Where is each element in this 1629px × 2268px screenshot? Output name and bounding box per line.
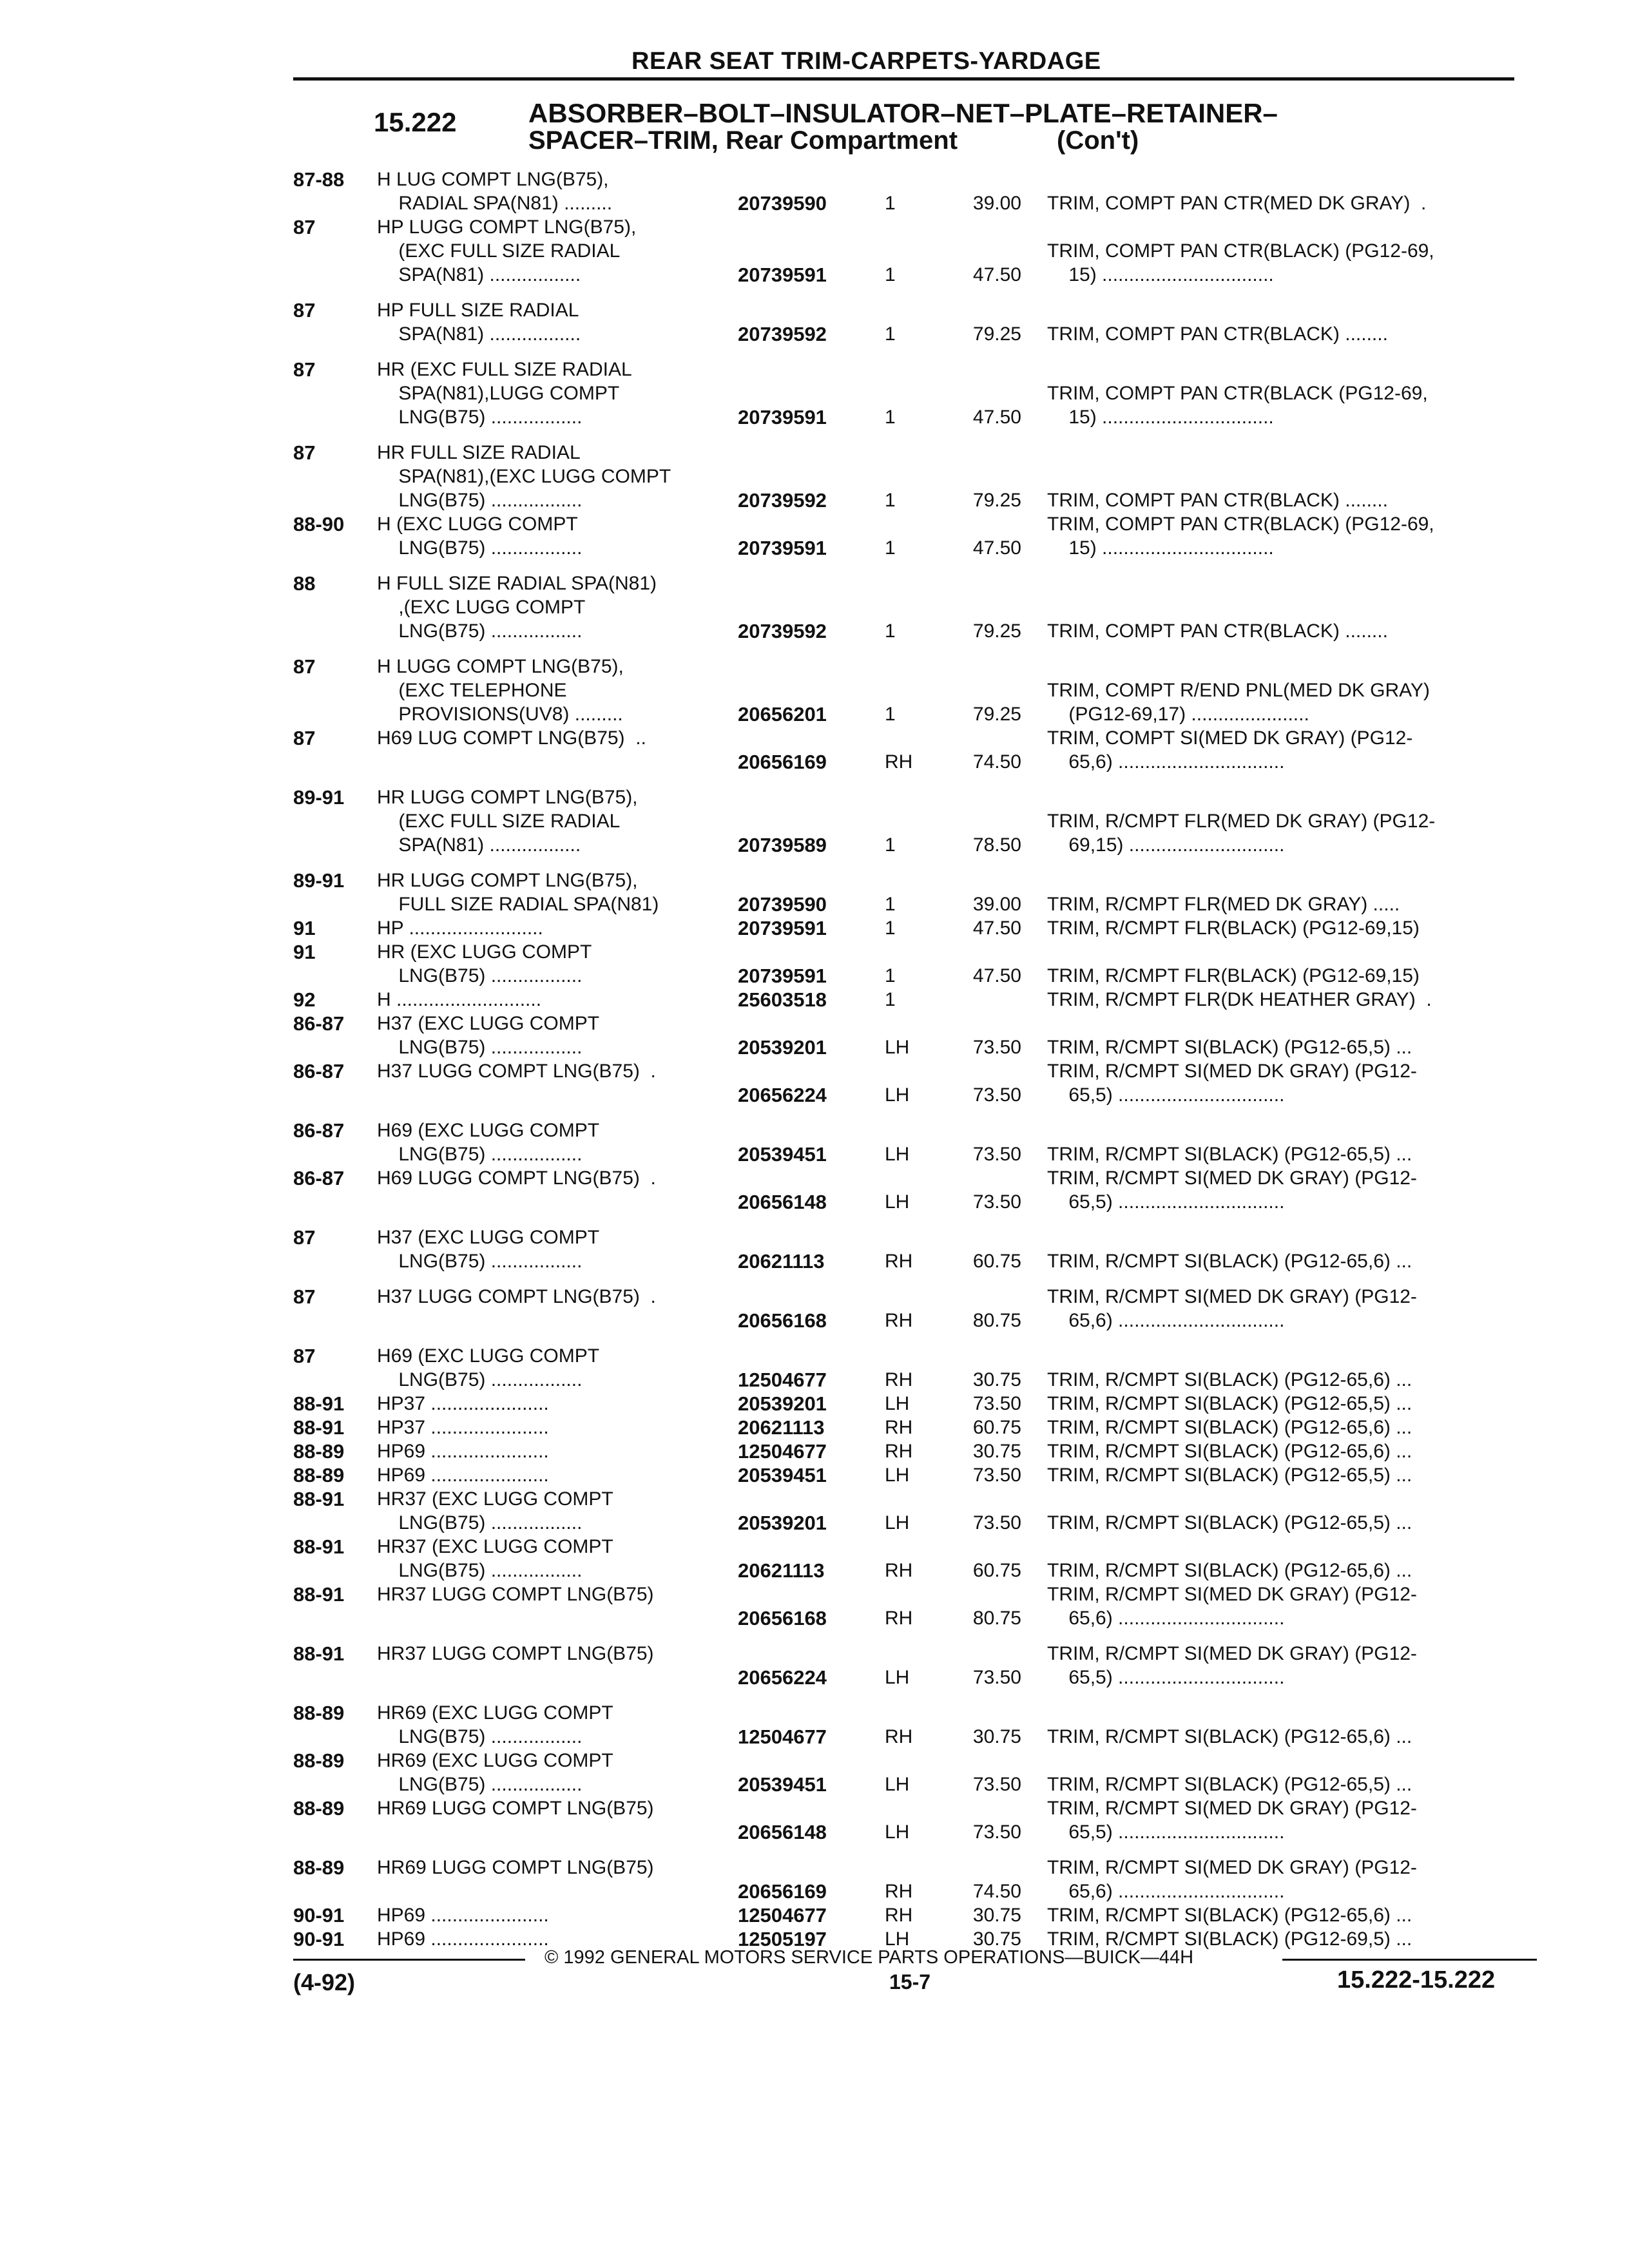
table-row — [293, 1535, 1537, 1582]
footer-rule-left — [293, 1959, 525, 1961]
part-name: TRIM, COMPT PAN CTR(BLACK) ........ — [1047, 620, 1388, 642]
table-row — [293, 988, 1537, 1012]
part-name: TRIM, R/CMPT FLR(BLACK) (PG12-69,15) — [1047, 918, 1420, 939]
model-year: 87 — [293, 441, 316, 464]
part-number: 20656169 — [738, 751, 827, 773]
part-name: TRIM, R/CMPT SI(MED DK GRAY) (PG12- 65,5) ............................... — [1047, 1168, 1417, 1213]
part-description: H (EXC LUGG COMPT LNG(B75) ................. — [377, 514, 583, 559]
table-row — [293, 1642, 1537, 1689]
part-description: H FULL SIZE RADIAL SPA(N81) ,(EXC LUGG COMPT LNG(B75) ................. — [377, 573, 657, 642]
model-year: 87 — [293, 1345, 316, 1367]
model-year: 88-91 — [293, 1392, 345, 1415]
model-year: 86-87 — [293, 1167, 345, 1189]
part-description: HP69 ...................... — [377, 1465, 549, 1486]
quantity: 1 — [885, 918, 896, 939]
model-year: 88-90 — [293, 513, 345, 535]
part-number: 20739590 — [738, 893, 827, 916]
model-year: 86-87 — [293, 1012, 345, 1035]
part-description: H37 LUGG COMPT LNG(B75) . — [377, 1061, 656, 1082]
model-year: 90-91 — [293, 1928, 345, 1950]
part-description: HR69 (EXC LUGG COMPT LNG(B75) ................. — [377, 1702, 613, 1747]
part-number: 20739591 — [738, 965, 827, 987]
part-description: HP FULL SIZE RADIAL SPA(N81) ................. — [377, 300, 581, 345]
model-year: 89-91 — [293, 786, 345, 809]
section-title-line1: ABSORBER–BOLT–INSULATOR–NET–PLATE–RETAINER– — [528, 98, 1278, 128]
model-year: 88-91 — [293, 1583, 345, 1606]
part-number: 20739592 — [738, 620, 827, 642]
part-name: TRIM, R/CMPT FLR(DK HEATHER GRAY) . — [1047, 989, 1432, 1010]
part-number: 25603518 — [738, 988, 827, 1011]
part-description: HP LUGG COMPT LNG(B75), (EXC FULL SIZE RADIAL SPA(N81) ................. — [377, 216, 637, 285]
part-name: TRIM, R/CMPT SI(BLACK) (PG12-69,5) ... — [1047, 1928, 1412, 1950]
table-row — [293, 1463, 1537, 1487]
quantity: LH — [885, 1465, 910, 1486]
part-number: 20739589 — [738, 834, 827, 856]
part-description: HP37 ...................... — [377, 1417, 549, 1438]
part-number: 20539201 — [738, 1512, 827, 1534]
part-description: HR69 LUGG COMPT LNG(B75) — [377, 1798, 654, 1819]
part-name: TRIM, R/CMPT SI(BLACK) (PG12-65,5) ... — [1047, 1037, 1412, 1058]
part-number: 12504677 — [738, 1369, 827, 1391]
part-name: TRIM, COMPT PAN CTR(BLACK) (PG12-69, 15) ................................ — [1047, 514, 1434, 559]
model-year: 88-91 — [293, 1642, 345, 1665]
part-name: TRIM, R/CMPT SI(MED DK GRAY) (PG12- 65,6) ............................... — [1047, 1286, 1417, 1331]
price: 60.75 — [972, 1251, 1021, 1272]
part-number: 20739591 — [738, 406, 827, 428]
part-name: TRIM, R/CMPT SI(BLACK) (PG12-65,6) ... — [1047, 1251, 1412, 1272]
part-name: TRIM, R/CMPT SI(MED DK GRAY) (PG12- 65,5) ............................... — [1047, 1798, 1417, 1843]
price: 47.50 — [972, 407, 1021, 428]
part-name: TRIM, R/CMPT SI(BLACK) (PG12-65,6) ... — [1047, 1726, 1412, 1747]
part-description: H37 (EXC LUGG COMPT LNG(B75) ................. — [377, 1013, 600, 1058]
quantity: 1 — [885, 537, 896, 559]
model-year: 89-91 — [293, 869, 345, 892]
quantity: RH — [885, 1251, 913, 1272]
part-description: HR37 (EXC LUGG COMPT LNG(B75) ................. — [377, 1536, 613, 1581]
part-description: HP ......................... — [377, 918, 543, 939]
quantity: 1 — [885, 407, 896, 428]
part-description: HP69 ...................... — [377, 1441, 549, 1462]
table-row — [293, 1119, 1537, 1166]
section-number: 15.222 — [374, 107, 457, 137]
part-description: H37 LUGG COMPT LNG(B75) . — [377, 1286, 656, 1307]
quantity: RH — [885, 1905, 913, 1926]
table-row — [293, 1344, 1537, 1392]
model-year: 88-91 — [293, 1488, 345, 1510]
table-row — [293, 441, 1537, 512]
part-number: 20656224 — [738, 1084, 827, 1106]
model-year: 91 — [293, 941, 316, 963]
table-row — [293, 1392, 1537, 1416]
part-name: TRIM, R/CMPT SI(BLACK) (PG12-65,5) ... — [1047, 1512, 1412, 1533]
part-description: HR (EXC FULL SIZE RADIAL SPA(N81),LUGG COMPT LNG(B75) ................. — [377, 359, 632, 428]
quantity: LH — [885, 1667, 910, 1688]
model-year: 88-89 — [293, 1856, 345, 1879]
price: 60.75 — [972, 1560, 1021, 1581]
section-continued: (Con't) — [1057, 126, 1139, 155]
footer-page-number: 15-7 — [889, 1970, 931, 1994]
table-row — [293, 1416, 1537, 1439]
quantity: LH — [885, 1821, 910, 1843]
quantity: RH — [885, 1417, 913, 1438]
price: 73.50 — [972, 1774, 1021, 1795]
model-year: 88-89 — [293, 1440, 345, 1463]
price: 74.50 — [972, 751, 1021, 773]
model-year: 88-91 — [293, 1416, 345, 1439]
part-name: TRIM, R/CMPT FLR(MED DK GRAY) ..... — [1047, 894, 1400, 915]
part-description: HR69 LUGG COMPT LNG(B75) — [377, 1857, 654, 1878]
table-row — [293, 1166, 1537, 1214]
part-description: HP69 ...................... — [377, 1905, 549, 1926]
part-name: TRIM, COMPT PAN CTR(BLACK (PG12-69, 15) ................................ — [1047, 383, 1428, 428]
model-year: 86-87 — [293, 1060, 345, 1082]
table-row — [293, 1856, 1537, 1903]
quantity: LH — [885, 1191, 910, 1213]
part-description: HR69 (EXC LUGG COMPT LNG(B75) ................. — [377, 1750, 613, 1795]
footer-section-range: 15.222-15.222 — [1337, 1966, 1496, 1994]
price: 73.50 — [972, 1393, 1021, 1414]
table-row — [293, 298, 1537, 346]
part-number: 20621113 — [738, 1559, 825, 1582]
model-year: 87 — [293, 727, 316, 749]
part-description: HR FULL SIZE RADIAL SPA(N81),(EXC LUGG COMPT LNG(B75) ................. — [377, 442, 671, 511]
price: 73.50 — [972, 1667, 1021, 1688]
footer-rule-right — [1282, 1959, 1537, 1961]
table-row — [293, 215, 1537, 287]
part-number: 20656148 — [738, 1821, 827, 1843]
footer-copyright: © 1992 GENERAL MOTORS SERVICE PARTS OPERATIONS—BUICK—44H — [545, 1947, 1194, 1968]
model-year: 87 — [293, 655, 316, 678]
price: 39.00 — [972, 193, 1021, 214]
quantity: 1 — [885, 834, 896, 856]
price: 39.00 — [972, 894, 1021, 915]
table-row — [293, 572, 1537, 643]
part-name: TRIM, R/CMPT SI(BLACK) (PG12-65,6) ... — [1047, 1560, 1412, 1581]
quantity: 1 — [885, 704, 896, 725]
part-number: 12505197 — [738, 1928, 827, 1950]
quantity: RH — [885, 1310, 913, 1331]
part-name: TRIM, R/CMPT SI(MED DK GRAY) (PG12- 65,5) ............................... — [1047, 1061, 1417, 1106]
part-description: HR LUGG COMPT LNG(B75), FULL SIZE RADIAL SPA(N81) — [377, 870, 659, 915]
price: 60.75 — [972, 1417, 1021, 1438]
quantity: 1 — [885, 620, 896, 642]
price: 80.75 — [972, 1608, 1021, 1629]
price: 79.25 — [972, 323, 1021, 345]
quantity: RH — [885, 1560, 913, 1581]
part-description: HR37 LUGG COMPT LNG(B75) — [377, 1643, 654, 1664]
price: 47.50 — [972, 918, 1021, 939]
part-number: 20539451 — [738, 1773, 827, 1796]
model-year: 87 — [293, 299, 316, 322]
quantity: LH — [885, 1512, 910, 1533]
part-name: TRIM, R/CMPT SI(MED DK GRAY) (PG12- 65,6) ............................... — [1047, 1857, 1417, 1902]
model-year: 88-89 — [293, 1702, 345, 1724]
price: 73.50 — [972, 1084, 1021, 1106]
part-number: 20539201 — [738, 1392, 827, 1415]
part-description: H69 (EXC LUGG COMPT LNG(B75) ................. — [377, 1120, 600, 1165]
price: 79.25 — [972, 490, 1021, 511]
part-number: 20539451 — [738, 1464, 827, 1486]
quantity: 1 — [885, 989, 896, 1010]
part-name: TRIM, COMPT PAN CTR(BLACK) ........ — [1047, 323, 1388, 345]
part-name: TRIM, R/CMPT SI(BLACK) (PG12-65,6) ... — [1047, 1905, 1412, 1926]
quantity: RH — [885, 751, 913, 773]
table-row — [293, 1487, 1537, 1535]
part-number: 20656168 — [738, 1607, 827, 1629]
part-description: HP69 ...................... — [377, 1928, 549, 1950]
table-row — [293, 1285, 1537, 1332]
model-year: 88-91 — [293, 1535, 345, 1558]
part-number: 20739591 — [738, 917, 827, 939]
model-year: 90-91 — [293, 1904, 345, 1927]
price: 79.25 — [972, 704, 1021, 725]
part-name: TRIM, R/CMPT SI(BLACK) (PG12-65,5) ... — [1047, 1144, 1412, 1165]
part-number: 20739590 — [738, 192, 827, 215]
part-name: TRIM, R/CMPT FLR(BLACK) (PG12-69,15) — [1047, 965, 1420, 986]
part-number: 20656224 — [738, 1666, 827, 1689]
table-row — [293, 1749, 1537, 1796]
table-row — [293, 916, 1537, 940]
part-name: TRIM, R/CMPT SI(MED DK GRAY) (PG12- 65,5) ............................... — [1047, 1643, 1417, 1688]
part-number: 20621113 — [738, 1250, 825, 1273]
quantity: RH — [885, 1726, 913, 1747]
part-description: H69 (EXC LUGG COMPT LNG(B75) ................. — [377, 1345, 600, 1390]
table-row — [293, 869, 1537, 916]
part-number: 20539201 — [738, 1036, 827, 1059]
price: 73.50 — [972, 1465, 1021, 1486]
part-description: HR37 LUGG COMPT LNG(B75) — [377, 1584, 654, 1605]
table-row — [293, 1582, 1537, 1630]
model-year: 88-89 — [293, 1464, 345, 1486]
price: 79.25 — [972, 620, 1021, 642]
quantity: LH — [885, 1393, 910, 1414]
part-name: TRIM, R/CMPT SI(BLACK) (PG12-65,6) ... — [1047, 1441, 1412, 1462]
quantity: 1 — [885, 490, 896, 511]
quantity: LH — [885, 1774, 910, 1795]
price: 47.50 — [972, 537, 1021, 559]
part-number: 20656168 — [738, 1309, 827, 1332]
part-name: TRIM, COMPT PAN CTR(MED DK GRAY) . — [1047, 193, 1427, 214]
part-name: TRIM, R/CMPT SI(BLACK) (PG12-65,6) ... — [1047, 1369, 1412, 1390]
part-name: TRIM, COMPT R/END PNL(MED DK GRAY) (PG12-69,17) ...................... — [1047, 680, 1430, 725]
quantity: RH — [885, 1608, 913, 1629]
price: 47.50 — [972, 965, 1021, 986]
table-row — [293, 1439, 1537, 1463]
price: 73.50 — [972, 1191, 1021, 1213]
part-description: HR LUGG COMPT LNG(B75), (EXC FULL SIZE RADIAL SPA(N81) ................. — [377, 787, 638, 856]
part-number: 12504677 — [738, 1440, 827, 1463]
model-year: 87 — [293, 358, 316, 381]
table-row — [293, 1701, 1537, 1749]
price: 74.50 — [972, 1881, 1021, 1902]
part-name: TRIM, COMPT PAN CTR(BLACK) ........ — [1047, 490, 1388, 511]
part-name: TRIM, R/CMPT SI(BLACK) (PG12-65,5) ... — [1047, 1774, 1412, 1795]
part-number: 12504677 — [738, 1725, 827, 1748]
part-number: 12504677 — [738, 1904, 827, 1927]
part-name: TRIM, R/CMPT SI(MED DK GRAY) (PG12- 65,6) ............................... — [1047, 1584, 1417, 1629]
price: 30.75 — [972, 1905, 1021, 1926]
quantity: RH — [885, 1881, 913, 1902]
quantity: LH — [885, 1144, 910, 1165]
part-number: 20539451 — [738, 1143, 827, 1166]
part-description: H69 LUGG COMPT LNG(B75) . — [377, 1168, 656, 1189]
quantity: 1 — [885, 965, 896, 986]
price: 78.50 — [972, 834, 1021, 856]
price: 73.50 — [972, 1144, 1021, 1165]
part-number: 20656201 — [738, 703, 827, 726]
model-year: 88-89 — [293, 1797, 345, 1820]
quantity: RH — [885, 1369, 913, 1390]
model-year: 88 — [293, 572, 316, 595]
part-number: 20739591 — [738, 264, 827, 286]
price: 30.75 — [972, 1726, 1021, 1747]
part-description: HR37 (EXC LUGG COMPT LNG(B75) ................. — [377, 1488, 613, 1533]
part-name: TRIM, COMPT SI(MED DK GRAY) (PG12- 65,6) ............................... — [1047, 727, 1413, 773]
page-header-title: REAR SEAT TRIM-CARPETS-YARDAGE — [631, 48, 1101, 75]
model-year: 88-89 — [293, 1749, 345, 1772]
part-description: H LUGG COMPT LNG(B75), (EXC TELEPHONE PROVISIONS(UV8) ......... — [377, 656, 624, 725]
model-year: 87 — [293, 1285, 316, 1308]
part-number: 20621113 — [738, 1416, 825, 1439]
quantity: 1 — [885, 894, 896, 915]
quantity: 1 — [885, 264, 896, 285]
part-name: TRIM, R/CMPT FLR(MED DK GRAY) (PG12- 69,15) ............................. — [1047, 811, 1436, 856]
model-year: 92 — [293, 988, 316, 1011]
part-description: HR (EXC LUGG COMPT LNG(B75) ................. — [377, 941, 592, 986]
part-number: 20656148 — [738, 1191, 827, 1213]
model-year: 87-88 — [293, 168, 345, 191]
price: 30.75 — [972, 1441, 1021, 1462]
quantity: 1 — [885, 193, 896, 214]
price: 80.75 — [972, 1310, 1021, 1331]
table-row — [293, 655, 1537, 726]
model-year: 91 — [293, 917, 316, 939]
part-description: HP37 ...................... — [377, 1393, 549, 1414]
part-number: 20656169 — [738, 1880, 827, 1903]
model-year: 87 — [293, 1226, 316, 1249]
header-rule — [293, 77, 1514, 81]
part-name: TRIM, R/CMPT SI(BLACK) (PG12-65,5) ... — [1047, 1393, 1412, 1414]
part-number: 20739592 — [738, 489, 827, 512]
table-row — [293, 940, 1537, 988]
part-number: 20739592 — [738, 323, 827, 345]
footer-date: (4-92) — [293, 1969, 356, 1995]
price: 73.50 — [972, 1821, 1021, 1843]
table-row — [293, 785, 1537, 857]
part-name: TRIM, R/CMPT SI(BLACK) (PG12-65,6) ... — [1047, 1417, 1412, 1438]
table-row — [293, 168, 1537, 215]
part-name: TRIM, R/CMPT SI(BLACK) (PG12-65,5) ... — [1047, 1465, 1412, 1486]
table-row — [293, 1796, 1537, 1844]
table-row — [293, 726, 1537, 774]
part-description: H69 LUG COMPT LNG(B75) .. — [377, 727, 646, 749]
price: 30.75 — [972, 1369, 1021, 1390]
quantity: LH — [885, 1084, 910, 1106]
part-description: H37 (EXC LUGG COMPT LNG(B75) ................. — [377, 1227, 600, 1272]
part-name: TRIM, COMPT PAN CTR(BLACK) (PG12-69, 15) ................................ — [1047, 240, 1434, 285]
price: 47.50 — [972, 264, 1021, 285]
table-row — [293, 358, 1537, 429]
price: 73.50 — [972, 1037, 1021, 1058]
table-row — [293, 1225, 1537, 1273]
price: 73.50 — [972, 1512, 1021, 1533]
quantity: LH — [885, 1037, 910, 1058]
table-row — [293, 1012, 1537, 1059]
part-description: H LUG COMPT LNG(B75), RADIAL SPA(N81) ......... — [377, 169, 613, 214]
model-year: 86-87 — [293, 1119, 345, 1142]
model-year: 87 — [293, 216, 316, 238]
section-title-line2: SPACER–TRIM, Rear Compartment — [528, 126, 958, 155]
quantity: RH — [885, 1441, 913, 1462]
part-description: H ........................... — [377, 989, 542, 1010]
table-row — [293, 512, 1537, 560]
quantity: 1 — [885, 323, 896, 345]
table-row — [293, 1903, 1537, 1927]
part-number: 20739591 — [738, 537, 827, 559]
price: 30.75 — [972, 1928, 1021, 1950]
table-row — [293, 1059, 1537, 1107]
parts-table — [0, 168, 1629, 1951]
quantity: LH — [885, 1928, 910, 1950]
